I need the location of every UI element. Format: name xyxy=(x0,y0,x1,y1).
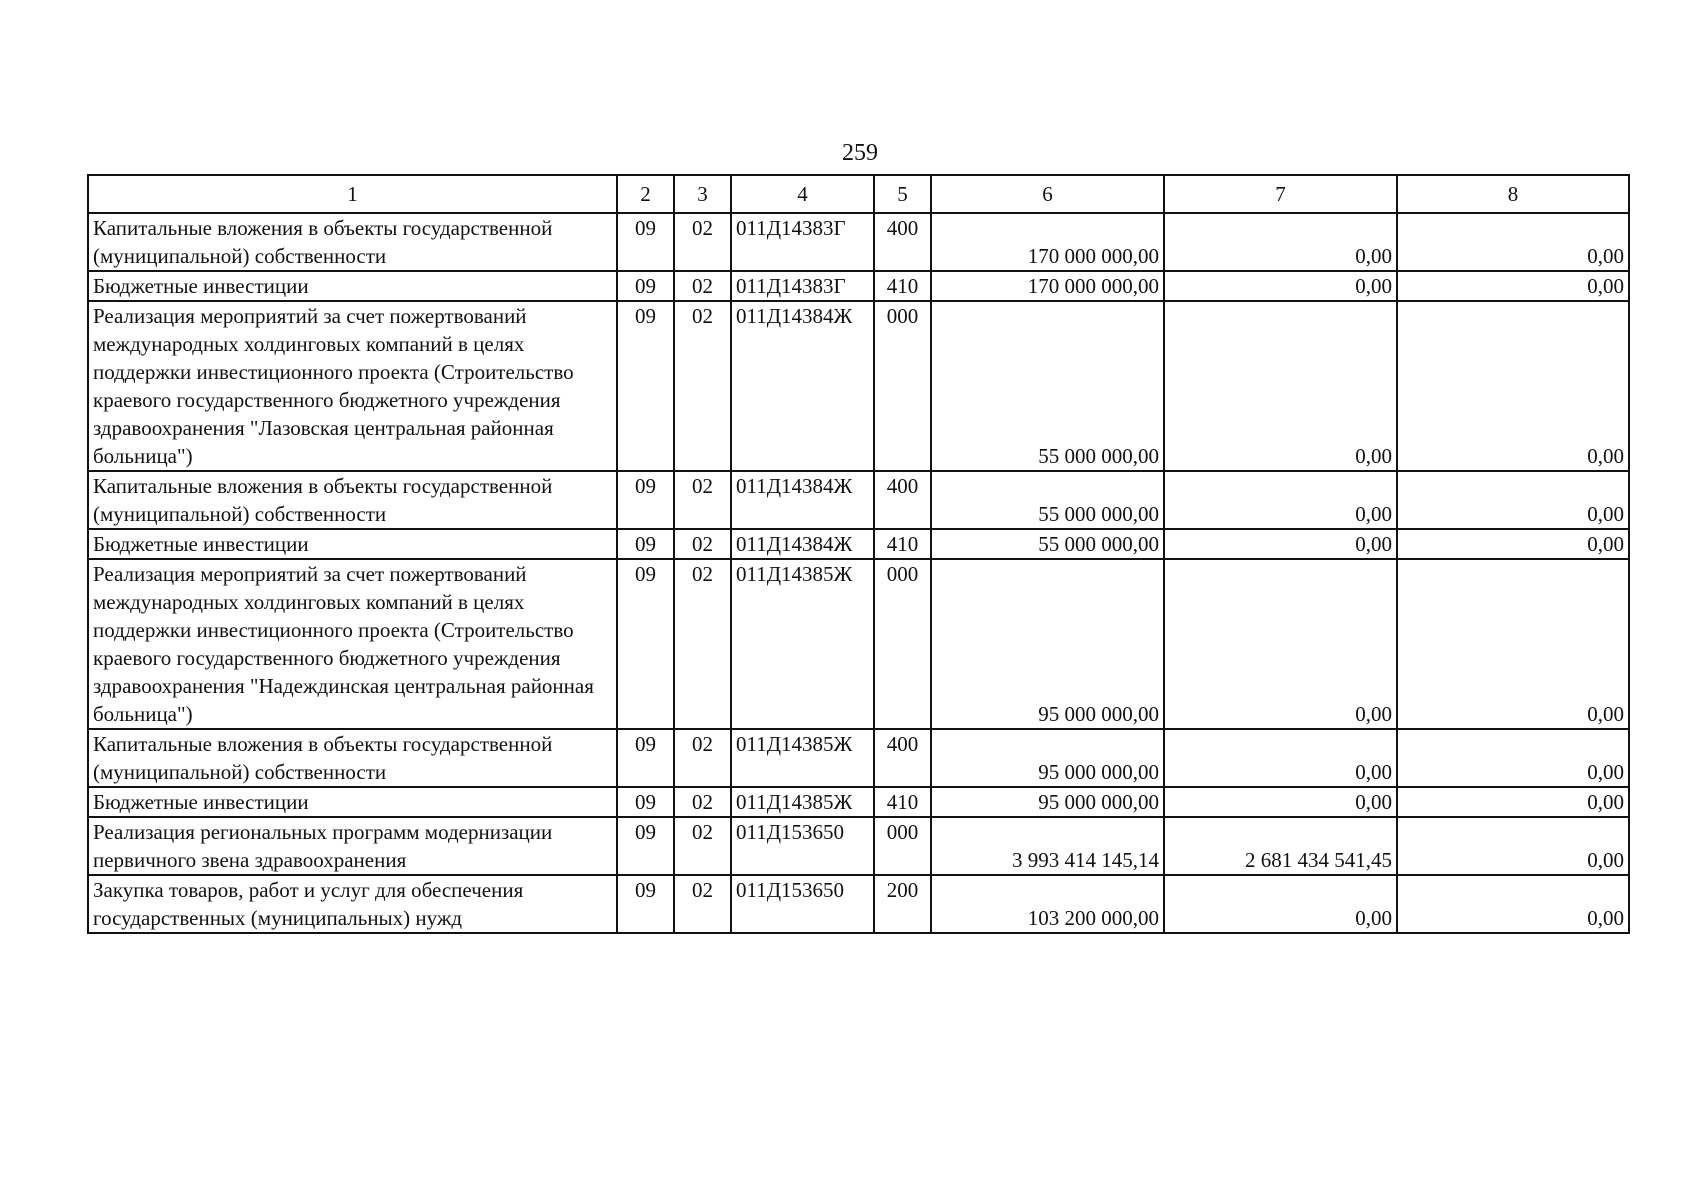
item-name: Бюджетные инвестиции xyxy=(88,787,617,817)
item-name: Капитальные вложения в объекты государственной (муниципальной) собственности xyxy=(88,471,617,529)
amount-col7: 0,00 xyxy=(1164,301,1397,471)
amount-col7: 2 681 434 541,45 xyxy=(1164,817,1397,875)
expense-type-code: 410 xyxy=(874,529,931,559)
amount-col8: 0,00 xyxy=(1397,729,1629,787)
amount-col8: 0,00 xyxy=(1397,301,1629,471)
target-article-code: 011Д14385Ж xyxy=(731,729,874,787)
amount-col7: 0,00 xyxy=(1164,559,1397,729)
target-article-code: 011Д153650 xyxy=(731,817,874,875)
amount-col6: 55 000 000,00 xyxy=(931,529,1164,559)
section-code: 09 xyxy=(617,559,674,729)
subsection-code: 02 xyxy=(674,729,731,787)
amount-col7: 0,00 xyxy=(1164,875,1397,933)
section-code: 09 xyxy=(617,301,674,471)
subsection-code: 02 xyxy=(674,271,731,301)
item-name: Реализация мероприятий за счет пожертвований международных холдинговых компаний в целях поддержки инвестиционного проекта (Строительство краевого государственного бюджетного учреждения здравоохранения "Надеждинская центральная районная больница") xyxy=(88,559,617,729)
subsection-code: 02 xyxy=(674,787,731,817)
header-row xyxy=(88,175,1629,213)
amount-col8: 0,00 xyxy=(1397,787,1629,817)
subsection-code: 02 xyxy=(674,529,731,559)
amount-col7: 0,00 xyxy=(1164,529,1397,559)
amount-col7: 0,00 xyxy=(1164,471,1397,529)
amount-col6: 95 000 000,00 xyxy=(931,729,1164,787)
page-number: 259 xyxy=(842,140,878,166)
table-row xyxy=(88,729,1629,787)
column-header: 2 xyxy=(617,175,674,213)
target-article-code: 011Д14383Г xyxy=(731,213,874,271)
expense-type-code: 410 xyxy=(874,271,931,301)
target-article-code: 011Д14384Ж xyxy=(731,471,874,529)
amount-col8: 0,00 xyxy=(1397,875,1629,933)
table-row xyxy=(88,271,1629,301)
amount-col8: 0,00 xyxy=(1397,271,1629,301)
amount-col8: 0,00 xyxy=(1397,817,1629,875)
amount-col6: 95 000 000,00 xyxy=(931,787,1164,817)
table-row xyxy=(88,817,1629,875)
budget-table xyxy=(87,174,1630,934)
amount-col6: 95 000 000,00 xyxy=(931,559,1164,729)
expense-type-code: 400 xyxy=(874,213,931,271)
expense-type-code: 400 xyxy=(874,729,931,787)
column-header: 3 xyxy=(674,175,731,213)
subsection-code: 02 xyxy=(674,213,731,271)
table-row xyxy=(88,787,1629,817)
subsection-code: 02 xyxy=(674,559,731,729)
column-header: 1 xyxy=(88,175,617,213)
table-row xyxy=(88,213,1629,271)
subsection-code: 02 xyxy=(674,301,731,471)
table-row xyxy=(88,471,1629,529)
section-code: 09 xyxy=(617,213,674,271)
amount-col7: 0,00 xyxy=(1164,271,1397,301)
amount-col6: 103 200 000,00 xyxy=(931,875,1164,933)
target-article-code: 011Д153650 xyxy=(731,875,874,933)
expense-type-code: 000 xyxy=(874,817,931,875)
section-code: 09 xyxy=(617,529,674,559)
amount-col8: 0,00 xyxy=(1397,213,1629,271)
section-code: 09 xyxy=(617,729,674,787)
expense-type-code: 000 xyxy=(874,559,931,729)
amount-col6: 55 000 000,00 xyxy=(931,471,1164,529)
section-code: 09 xyxy=(617,875,674,933)
amount-col8: 0,00 xyxy=(1397,559,1629,729)
amount-col6: 170 000 000,00 xyxy=(931,213,1164,271)
target-article-code: 011Д14385Ж xyxy=(731,559,874,729)
amount-col7: 0,00 xyxy=(1164,787,1397,817)
item-name: Капитальные вложения в объекты государственной (муниципальной) собственности xyxy=(88,213,617,271)
table-row xyxy=(88,875,1629,933)
amount-col6: 55 000 000,00 xyxy=(931,301,1164,471)
subsection-code: 02 xyxy=(674,875,731,933)
amount-col6: 3 993 414 145,14 xyxy=(931,817,1164,875)
item-name: Закупка товаров, работ и услуг для обеспечения государственных (муниципальных) нужд xyxy=(88,875,617,933)
expense-type-code: 400 xyxy=(874,471,931,529)
item-name: Бюджетные инвестиции xyxy=(88,271,617,301)
item-name: Бюджетные инвестиции xyxy=(88,529,617,559)
expense-type-code: 410 xyxy=(874,787,931,817)
expense-type-code: 200 xyxy=(874,875,931,933)
column-header: 5 xyxy=(874,175,931,213)
amount-col8: 0,00 xyxy=(1397,471,1629,529)
section-code: 09 xyxy=(617,271,674,301)
subsection-code: 02 xyxy=(674,817,731,875)
table-row xyxy=(88,529,1629,559)
amount-col7: 0,00 xyxy=(1164,729,1397,787)
item-name: Капитальные вложения в объекты государственной (муниципальной) собственности xyxy=(88,729,617,787)
subsection-code: 02 xyxy=(674,471,731,529)
column-header: 7 xyxy=(1164,175,1397,213)
amount-col6: 170 000 000,00 xyxy=(931,271,1164,301)
target-article-code: 011Д14384Ж xyxy=(731,301,874,471)
target-article-code: 011Д14385Ж xyxy=(731,787,874,817)
column-header: 6 xyxy=(931,175,1164,213)
target-article-code: 011Д14383Г xyxy=(731,271,874,301)
target-article-code: 011Д14384Ж xyxy=(731,529,874,559)
section-code: 09 xyxy=(617,787,674,817)
amount-col7: 0,00 xyxy=(1164,213,1397,271)
section-code: 09 xyxy=(617,471,674,529)
column-header: 8 xyxy=(1397,175,1629,213)
item-name: Реализация мероприятий за счет пожертвований международных холдинговых компаний в целях поддержки инвестиционного проекта (Строительство краевого государственного бюджетного учреждения здравоохранения "Лазовская центральная районная больница") xyxy=(88,301,617,471)
section-code: 09 xyxy=(617,817,674,875)
expense-type-code: 000 xyxy=(874,301,931,471)
amount-col8: 0,00 xyxy=(1397,529,1629,559)
table-row xyxy=(88,559,1629,729)
column-header: 4 xyxy=(731,175,874,213)
table-row xyxy=(88,301,1629,471)
item-name: Реализация региональных программ модернизации первичного звена здравоохранения xyxy=(88,817,617,875)
